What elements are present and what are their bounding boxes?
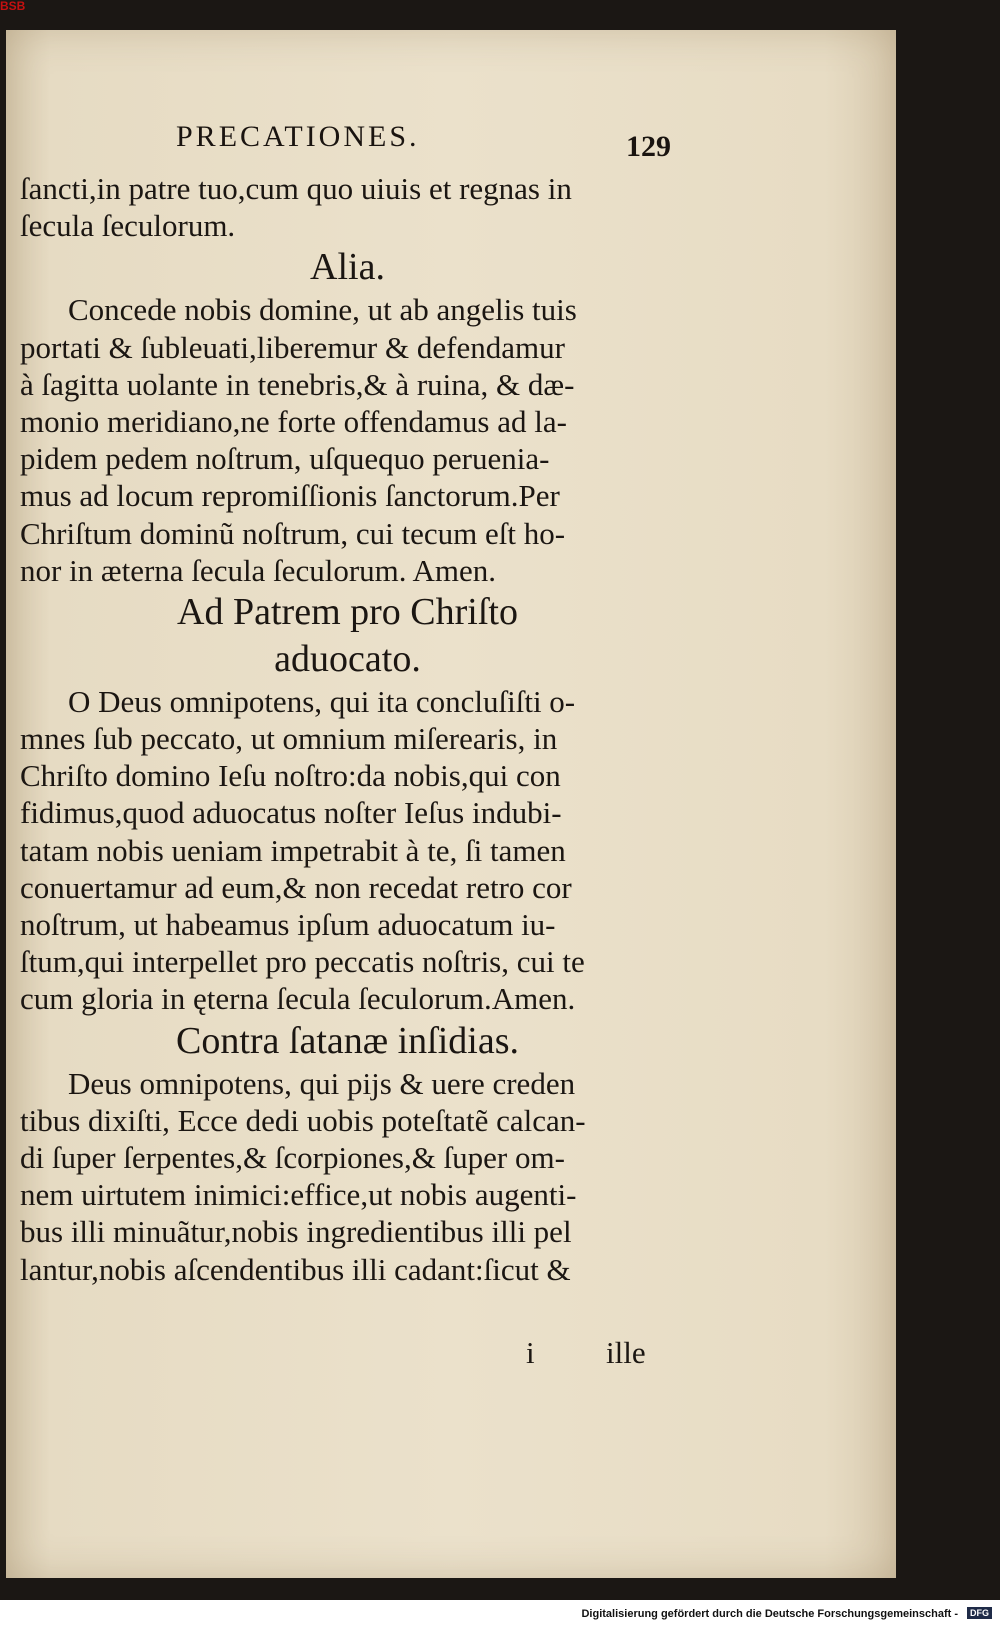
section-heading: aduocato. [274,637,421,680]
text-line: monio meridiano,ne forte offendamus ad la- [20,403,567,439]
text-line: conuertamur ad eum,& non recedat retro cor [20,869,572,905]
funding-credit: Digitalisierung gefördert durch die Deutsche Forschungsgemeinschaft - [581,1608,958,1620]
running-head: PRECATIONES. [176,120,420,153]
text-line: ſancti,in patre tuo,cum quo uiuis et regnas in [20,171,572,206]
page-number: 129 [626,130,671,163]
text-line: ſecula ſeculorum. [20,208,236,244]
text-line: di ſuper ſerpentes,& ſcorpiones,& ſuper om- [20,1139,565,1175]
section-heading: Contra ſatanæ inſidias. [175,1019,519,1062]
text-line: Deus omnipotens, qui pijs & uere creden [68,1065,576,1101]
section-heading: Ad Patrem pro Chriſto [177,590,518,633]
section-heading: Alia. [310,246,385,289]
footer-bar [0,1600,1000,1626]
text-line: tibus dixiſti, Ecce dedi uobis poteſtatẽ calcan- [20,1102,586,1138]
text-line: tatam nobis ueniam impetrabit à te, ſi tamen [20,832,566,868]
dfg-logo: DFG [967,1607,992,1619]
text-line: nor in æterna ſecula ſeculorum. Amen. [20,552,497,588]
text-line: mus ad locum repromiſſionis ſanctorum.Per [20,478,560,514]
library-stamp: BSB [0,0,26,13]
text-line: pidem pedem noſtrum, uſquequo peruenia- [20,441,550,477]
text-line: nem uirtutem inimici:effice,ut nobis augenti- [20,1177,577,1213]
book-page [6,30,896,1578]
text-block [20,170,675,1288]
text-line: fidimus,quod aduocatus noſter Ieſus indubi- [20,795,562,831]
signature-mark: i [526,1335,535,1370]
catchword: ille [606,1335,646,1370]
text-line: Concede nobis domine, ut ab angelis tuis [68,292,577,328]
text-line: noſtrum, ut habeamus ipſum aduocatum iu- [20,907,556,942]
text-line: portati & ſubleuati,liberemur & defendamur [20,329,565,365]
text-line: à ſagitta uolante in tenebris,& à ruina, & dæ- [20,366,575,402]
text-line: cum gloria in ęterna ſecula ſeculorum.Amen. [20,981,576,1017]
text-line: ſtum,qui interpellet pro peccatis noſtris, cui te [20,944,585,980]
text-line: bus illi minuãtur,nobis ingredientibus illi pel [20,1214,572,1250]
text-line: Chriſtum dominũ noſtrum, cui tecum eſt ho- [20,515,566,551]
text-line: lantur,nobis aſcendentibus illi cadant:ſicut & [20,1251,571,1287]
text-line: mnes ſub peccato, ut omnium miſerearis, in [20,721,558,757]
text-line: O Deus omnipotens, qui ita concluſiſti o- [68,683,576,719]
text-line: Chriſto domino Ieſu noſtro:da nobis,qui con [20,758,561,794]
